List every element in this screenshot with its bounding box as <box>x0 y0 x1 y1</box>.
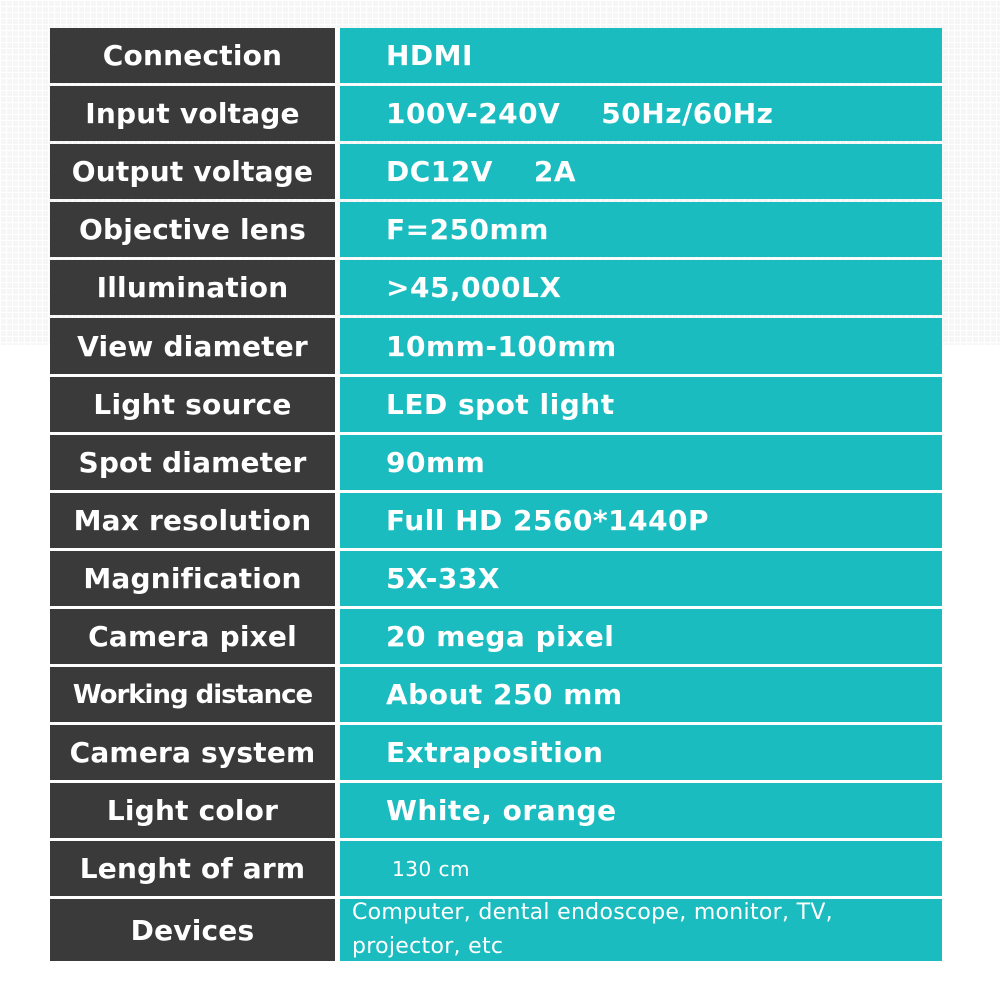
spec-label: Camera system <box>50 725 335 780</box>
spec-label: Max resolution <box>50 493 335 548</box>
spec-label: Camera pixel <box>50 609 335 664</box>
spec-row-input-voltage <box>50 86 942 141</box>
spec-label: Light source <box>50 377 335 432</box>
spec-label: Output voltage <box>50 144 335 199</box>
spec-row-connection <box>50 28 942 83</box>
spec-value: 100V-240V 50Hz/60Hz <box>340 86 942 141</box>
spec-label: Light color <box>50 783 335 838</box>
spec-label: Connection <box>50 28 335 83</box>
spec-value: Extraposition <box>340 725 942 780</box>
spec-label: Spot diameter <box>50 435 335 490</box>
spec-row-length-of-arm <box>50 841 942 896</box>
spec-label: Working distance <box>50 667 335 722</box>
spec-label: Magnification <box>50 551 335 606</box>
spec-row-spot-diameter <box>50 435 942 490</box>
spec-value: 5X-33X <box>340 551 942 606</box>
spec-value: >45,000LX <box>340 260 942 315</box>
spec-row-camera-system <box>50 725 942 780</box>
spec-label: Objective lens <box>50 202 335 257</box>
spec-label: Illumination <box>50 260 335 315</box>
spec-value: 20 mega pixel <box>340 609 942 664</box>
spec-label: Input voltage <box>50 86 335 141</box>
spec-label: Lenght of arm <box>50 841 335 896</box>
spec-value: 130 cm <box>340 841 942 896</box>
spec-row-light-color <box>50 783 942 838</box>
spec-row-magnification <box>50 551 942 606</box>
spec-label: Devices <box>50 899 335 961</box>
spec-row-illumination <box>50 260 942 315</box>
spec-row-working-distance <box>50 667 942 722</box>
spec-value: Full HD 2560*1440P <box>340 493 942 548</box>
spec-value: 10mm-100mm <box>340 318 942 373</box>
spec-value: 90mm <box>340 435 942 490</box>
spec-row-light-source <box>50 377 942 432</box>
spec-table <box>50 28 942 961</box>
spec-row-view-diameter <box>50 318 942 373</box>
spec-value: F=250mm <box>340 202 942 257</box>
spec-value: About 250 mm <box>340 667 942 722</box>
spec-row-objective-lens <box>50 202 942 257</box>
spec-row-camera-pixel <box>50 609 942 664</box>
spec-value: Computer, dental endoscope, monitor, TV, projector, etc <box>340 899 942 961</box>
spec-label: View diameter <box>50 318 335 373</box>
spec-row-devices <box>50 899 942 961</box>
spec-value: LED spot light <box>340 377 942 432</box>
spec-row-output-voltage <box>50 144 942 199</box>
spec-value: White, orange <box>340 783 942 838</box>
spec-row-max-resolution <box>50 493 942 548</box>
spec-value: DC12V 2A <box>340 144 942 199</box>
spec-value: HDMI <box>340 28 942 83</box>
